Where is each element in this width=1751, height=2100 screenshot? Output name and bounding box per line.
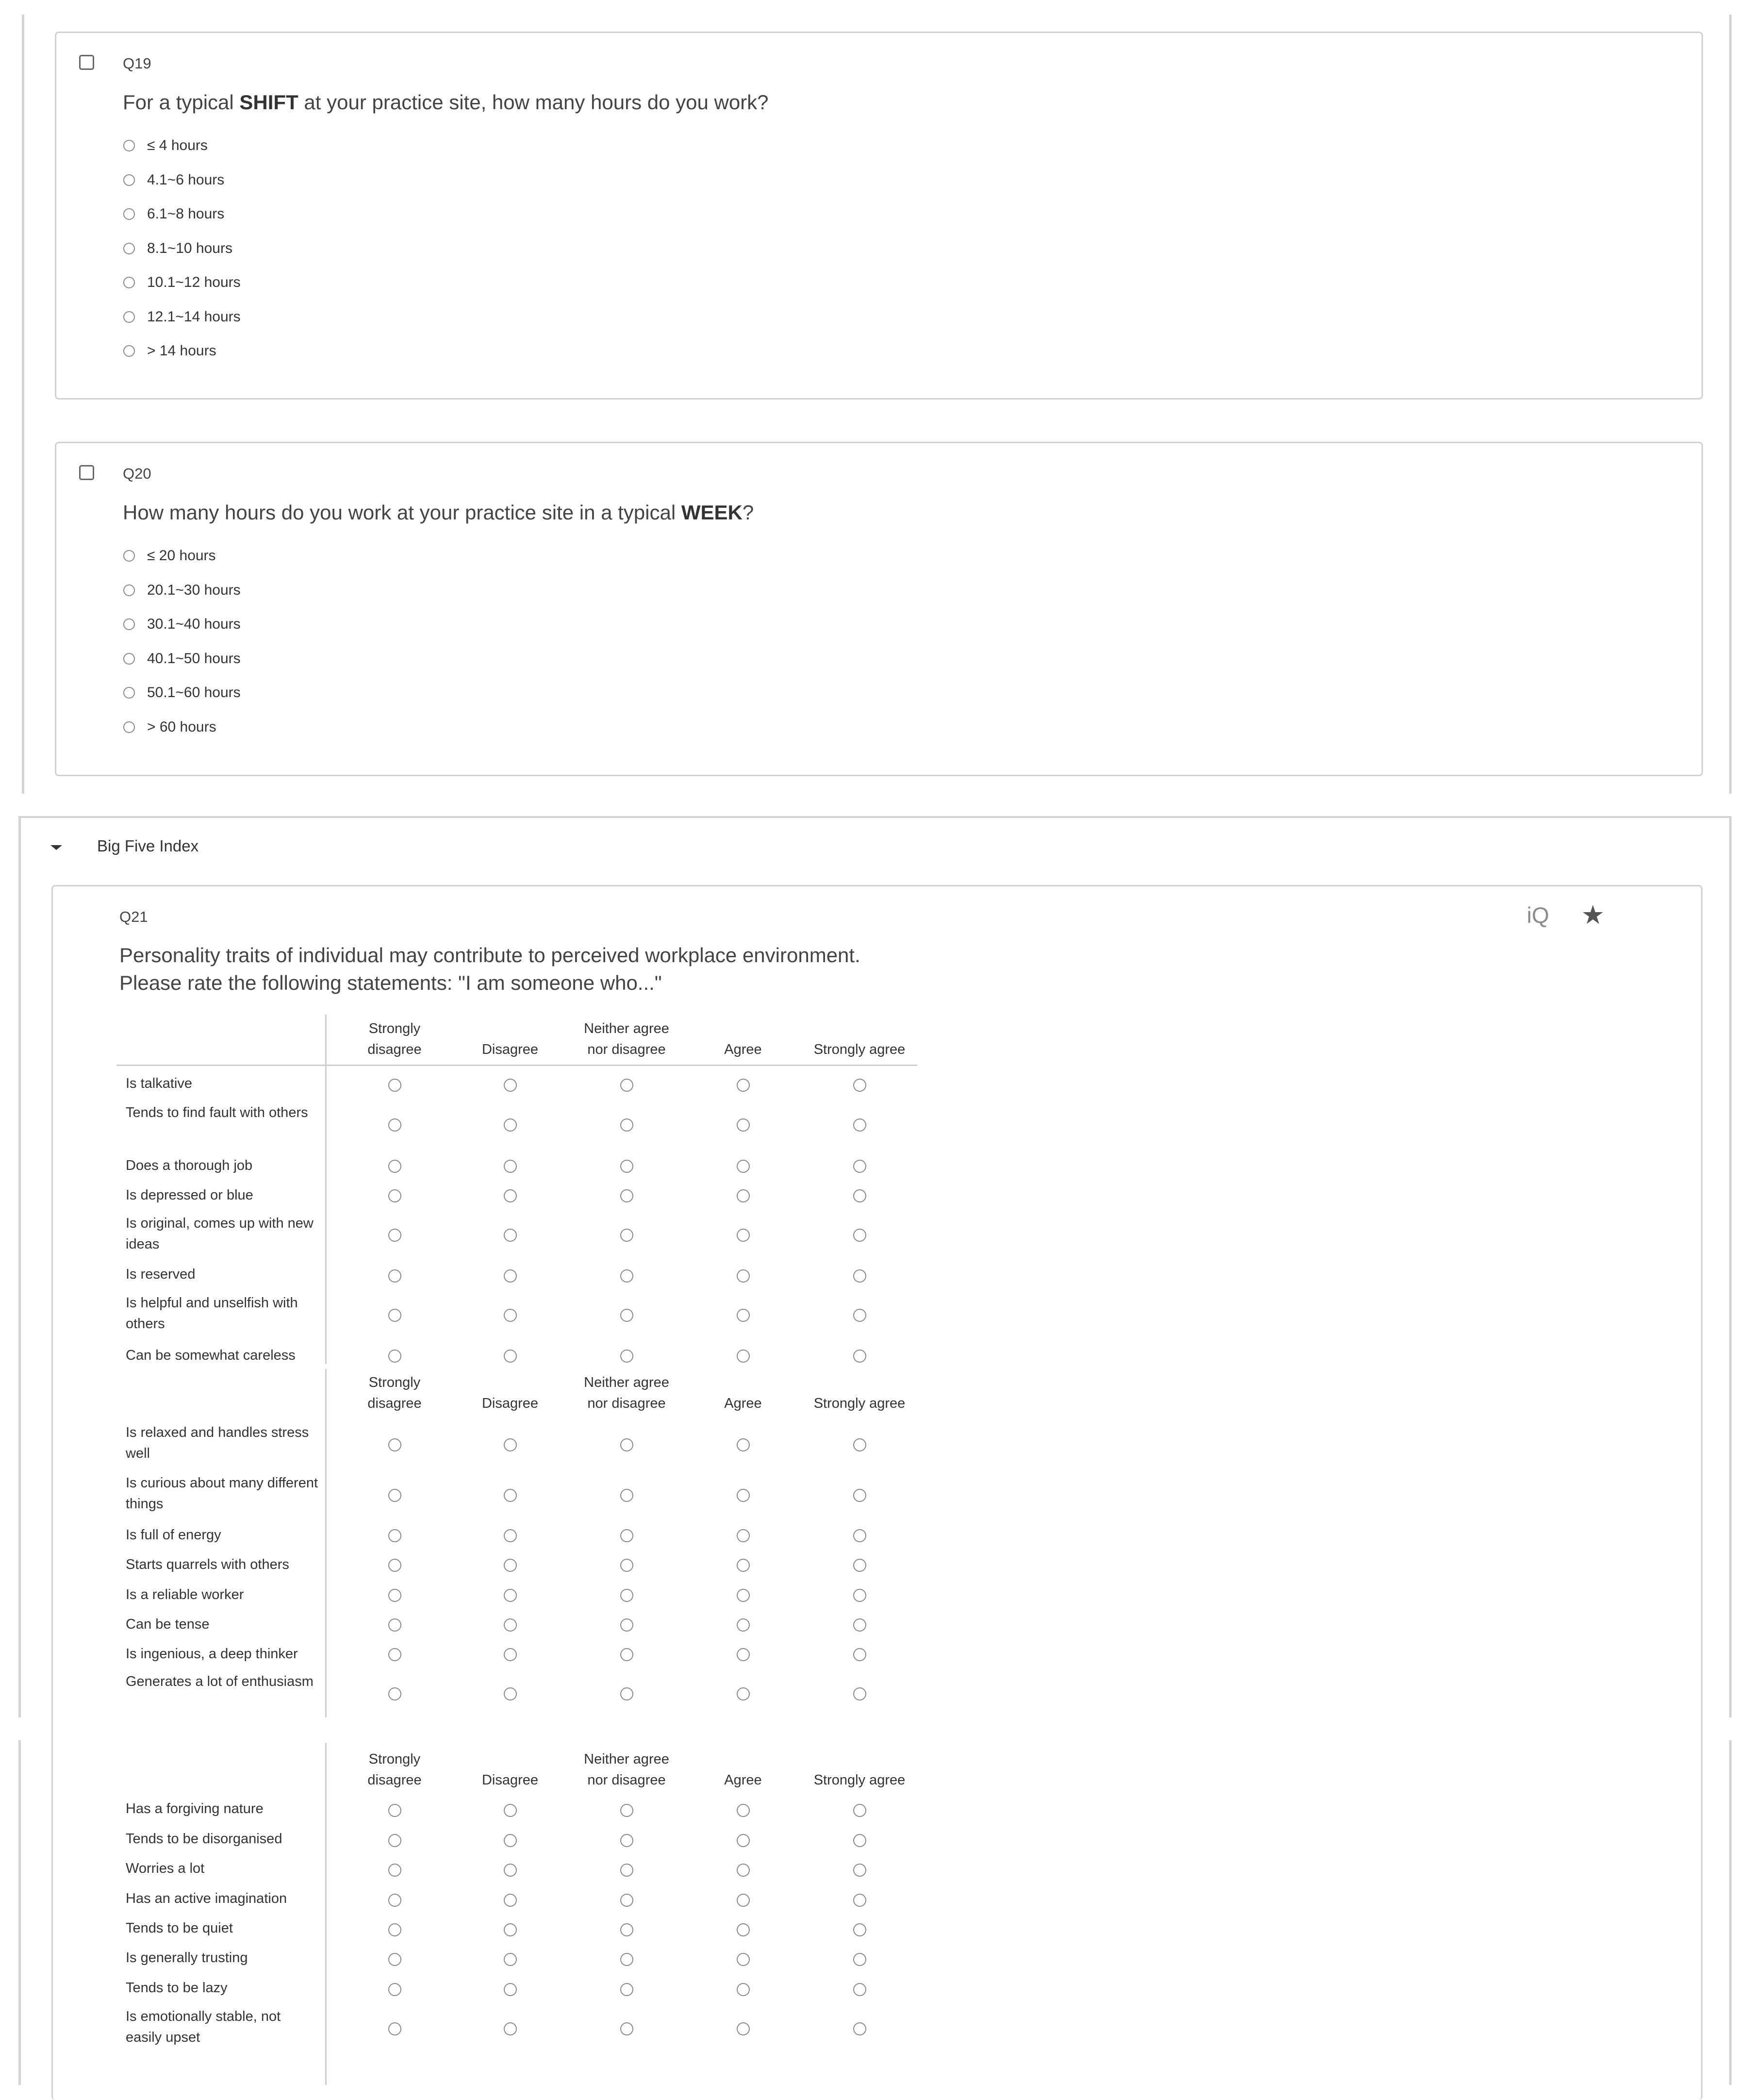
choice-label: 30.1~40 hours [147, 616, 241, 632]
question-text-part: For a typical [123, 91, 240, 114]
scale-header-line: Strongly [368, 1375, 421, 1390]
matrix-statement: Is full of energy [126, 1527, 221, 1543]
scale-header [792, 1372, 927, 1414]
matrix-radio-button[interactable] [388, 1687, 401, 1700]
radio-button[interactable] [123, 618, 135, 630]
matrix-radio-button[interactable] [620, 1618, 633, 1632]
matrix-radio-button[interactable] [853, 1923, 866, 1936]
matrix-radio-button[interactable] [737, 1894, 750, 1907]
matrix-radio-button[interactable] [504, 1894, 517, 1907]
scale-header-line: Agree [724, 1042, 762, 1057]
matrix-radio-button[interactable] [504, 1350, 517, 1363]
radio-button[interactable] [123, 277, 135, 288]
matrix-radio-button[interactable] [504, 1189, 517, 1202]
choice-label: 4.1~6 hours [147, 171, 225, 188]
scale-header [675, 1372, 811, 1414]
matrix-statement: Tends to be disorganised [126, 1831, 282, 1847]
choice-label: 12.1~14 hours [147, 308, 241, 325]
matrix-radio-button[interactable] [620, 1864, 633, 1877]
scale-header-line: disagree [367, 1042, 422, 1057]
matrix-statement: Has an active imagination [126, 1891, 287, 1906]
question-text [123, 88, 769, 117]
star-icon[interactable]: ★ [1581, 900, 1605, 930]
choice-option[interactable] [123, 615, 241, 634]
choice-option[interactable] [123, 136, 208, 155]
matrix-radio-button[interactable] [737, 1350, 750, 1363]
matrix-statement: Is ingenious, a deep thinker [126, 1646, 298, 1662]
matrix-radio-button[interactable] [504, 1529, 517, 1542]
matrix-radio-button[interactable] [737, 1118, 750, 1132]
matrix-statement: Has a forgiving nature [126, 1801, 264, 1817]
matrix-statement: Tends to be lazy [126, 1980, 228, 1996]
page-edge-right [1729, 15, 1732, 794]
choice-label: > 60 hours [147, 718, 216, 735]
matrix-radio-button[interactable] [620, 1189, 633, 1202]
matrix-radio-button[interactable] [388, 1309, 401, 1322]
radio-button[interactable] [123, 208, 135, 220]
radio-button[interactable] [123, 311, 135, 323]
matrix-radio-button[interactable] [737, 1559, 750, 1572]
matrix-radio-button[interactable] [737, 1953, 750, 1966]
matrix-radio-button[interactable] [853, 1559, 866, 1572]
matrix-radio-button[interactable] [504, 1438, 517, 1451]
matrix-radio-button[interactable] [737, 1229, 750, 1242]
scale-header-line [442, 1749, 578, 1770]
choice-label: 20.1~30 hours [147, 582, 241, 598]
scale-header-line: disagree [367, 1772, 422, 1788]
scale-header [675, 1749, 811, 1791]
matrix-radio-button[interactable] [853, 1983, 866, 1996]
scale-header-line [675, 1018, 811, 1039]
matrix-radio-button[interactable] [620, 1350, 633, 1363]
choice-option[interactable] [123, 717, 216, 737]
scale-header-line: Strongly agree [813, 1396, 906, 1411]
scale-header-line: nor disagree [587, 1396, 666, 1411]
scale-header-line: Disagree [481, 1042, 539, 1057]
radio-button[interactable] [123, 140, 135, 151]
matrix-divider [325, 1743, 327, 2085]
matrix-radio-button[interactable] [853, 1309, 866, 1322]
matrix-radio-button[interactable] [853, 1189, 866, 1202]
matrix-statement: Does a thorough job [126, 1158, 253, 1173]
matrix-radio-button[interactable] [737, 1589, 750, 1602]
question-select-checkbox[interactable] [79, 465, 94, 480]
matrix-radio-button[interactable] [388, 1589, 401, 1602]
iq-icon[interactable]: iQ [1527, 902, 1549, 928]
matrix-radio-button[interactable] [388, 1529, 401, 1542]
matrix-radio-button[interactable] [504, 1079, 517, 1092]
matrix-radio-button[interactable] [737, 1309, 750, 1322]
matrix-statement: Can be somewhat careless [126, 1348, 296, 1363]
scale-header-line [675, 1372, 811, 1393]
matrix-radio-button[interactable] [504, 1489, 517, 1502]
question-number: Q19 [123, 55, 151, 72]
page-edge-left-3 [18, 1740, 21, 2085]
matrix-radio-button[interactable] [853, 1269, 866, 1283]
scale-header-line [792, 1749, 927, 1770]
choice-label: ≤ 20 hours [147, 548, 216, 564]
matrix-radio-button[interactable] [504, 1118, 517, 1132]
matrix-radio-button[interactable] [853, 1350, 866, 1363]
matrix-statement: Tends to find fault with others [126, 1105, 308, 1120]
matrix-statement: Is emotionally stable, not easily upset [126, 2009, 281, 2045]
scale-header-line: Neither agree [584, 1021, 669, 1036]
matrix-radio-button[interactable] [853, 1894, 866, 1907]
question-text-part: ? [742, 501, 754, 524]
matrix-radio-button[interactable] [504, 1953, 517, 1966]
matrix-statement: Tends to be quiet [126, 1920, 233, 1936]
matrix-statement: Is helpful and unselfish with others [126, 1295, 298, 1332]
question-text-emphasis: SHIFT [239, 91, 298, 114]
matrix-radio-button[interactable] [620, 2022, 633, 2035]
question-text-line1: Personality traits of individual may contribute to perceived workplace environment. [119, 944, 860, 967]
matrix-statement: Is talkative [126, 1076, 192, 1091]
matrix-radio-button[interactable] [737, 1529, 750, 1542]
question-number: Q21 [119, 908, 148, 925]
page-edge-left [22, 15, 24, 794]
matrix-radio-button[interactable] [737, 1983, 750, 1996]
matrix-radio-button[interactable] [388, 1804, 401, 1817]
matrix-radio-button[interactable] [620, 1953, 633, 1966]
radio-button[interactable] [123, 174, 135, 186]
matrix-radio-button[interactable] [388, 1559, 401, 1572]
scale-header-line: Neither agree [584, 1751, 669, 1767]
question-text-line2: Please rate the following statements: "I am someone who..." [119, 971, 662, 994]
choice-option[interactable] [123, 546, 216, 566]
matrix-radio-button[interactable] [737, 1687, 750, 1700]
page-edge-right-2 [1729, 817, 1732, 1717]
question-card-q19 [55, 32, 1703, 400]
matrix-statement: Generates a lot of enthusiasm [126, 1674, 314, 1689]
choice-option[interactable] [123, 204, 224, 224]
choice-option[interactable] [123, 341, 216, 361]
choice-label: ≤ 4 hours [147, 137, 208, 153]
matrix-radio-button[interactable] [737, 1079, 750, 1092]
matrix-radio-button[interactable] [388, 1079, 401, 1092]
matrix-statement: Is curious about many different things [126, 1475, 318, 1512]
scale-header-line: Disagree [481, 1772, 539, 1788]
radio-button[interactable] [123, 653, 135, 665]
choice-label: 6.1~8 hours [147, 206, 225, 222]
matrix-radio-button[interactable] [388, 1864, 401, 1877]
matrix-statement: Is generally trusting [126, 1950, 248, 1966]
matrix-radio-button[interactable] [737, 1648, 750, 1661]
matrix-radio-button[interactable] [620, 1489, 633, 1502]
page-edge-right-3 [1729, 1740, 1732, 2085]
matrix-radio-button[interactable] [853, 1864, 866, 1877]
scale-header [675, 1018, 811, 1060]
scale-header-line [792, 1018, 927, 1039]
caret-down-icon[interactable] [50, 845, 62, 850]
matrix-radio-button[interactable] [853, 1118, 866, 1132]
radio-button[interactable] [123, 550, 135, 562]
scale-header-line [442, 1372, 578, 1393]
matrix-radio-button[interactable] [388, 1983, 401, 1996]
scale-header-line: Agree [724, 1396, 762, 1411]
matrix-radio-button[interactable] [737, 1923, 750, 1936]
scale-header-line: Disagree [481, 1396, 539, 1411]
matrix-statement: Is relaxed and handles stress well [126, 1425, 309, 1461]
radio-button[interactable] [123, 721, 135, 733]
matrix-radio-button[interactable] [620, 1804, 633, 1817]
matrix-radio-button[interactable] [853, 1489, 866, 1502]
matrix-statement: Starts quarrels with others [126, 1557, 289, 1572]
choice-option[interactable] [123, 683, 241, 702]
matrix-statement: Is original, comes up with new ideas [126, 1216, 314, 1252]
matrix-radio-button[interactable] [737, 1489, 750, 1502]
choice-option[interactable] [123, 307, 241, 327]
matrix-radio-button[interactable] [737, 1438, 750, 1451]
matrix-radio-button[interactable] [620, 1923, 633, 1936]
matrix-radio-button[interactable] [620, 1438, 633, 1451]
matrix-radio-button[interactable] [388, 1438, 401, 1451]
matrix-radio-button[interactable] [504, 1923, 517, 1936]
matrix-radio-button[interactable] [620, 1834, 633, 1847]
matrix-radio-button[interactable] [504, 1229, 517, 1242]
matrix-radio-button[interactable] [620, 1589, 633, 1602]
matrix-statement: Is depressed or blue [126, 1187, 253, 1203]
matrix-radio-button[interactable] [504, 1589, 517, 1602]
scale-header-line [442, 1018, 578, 1039]
matrix-radio-button[interactable] [388, 1118, 401, 1132]
matrix-radio-button[interactable] [853, 1438, 866, 1451]
matrix-radio-button[interactable] [504, 1687, 517, 1700]
choice-label: > 14 hours [147, 343, 216, 359]
matrix-radio-button[interactable] [620, 1309, 633, 1322]
matrix-header-rule [116, 1065, 917, 1066]
matrix-radio-button[interactable] [388, 1489, 401, 1502]
matrix-radio-button[interactable] [620, 1079, 633, 1092]
scale-header-line: disagree [367, 1396, 422, 1411]
matrix-radio-button[interactable] [737, 1804, 750, 1817]
matrix-radio-button[interactable] [853, 1648, 866, 1661]
choice-label: 8.1~10 hours [147, 240, 232, 256]
matrix-radio-button[interactable] [504, 1834, 517, 1847]
matrix-radio-button[interactable] [388, 1189, 401, 1202]
scale-header [442, 1372, 578, 1414]
matrix-radio-button[interactable] [504, 1269, 517, 1283]
block-top-border [18, 816, 1732, 818]
matrix-radio-button[interactable] [504, 1559, 517, 1572]
matrix-radio-button[interactable] [388, 1894, 401, 1907]
matrix-divider [325, 1369, 327, 1717]
matrix-radio-button[interactable] [388, 1834, 401, 1847]
matrix-radio-button[interactable] [620, 1529, 633, 1542]
block-title: Big Five Index [97, 837, 199, 855]
scale-header [792, 1018, 927, 1060]
scale-header-line: Strongly [368, 1751, 421, 1767]
matrix-radio-button[interactable] [620, 1160, 633, 1173]
matrix-radio-button[interactable] [388, 2022, 401, 2035]
matrix-radio-button[interactable] [504, 1864, 517, 1877]
question-card-q20 [55, 442, 1703, 776]
scale-header-line: nor disagree [587, 1042, 666, 1057]
matrix-radio-button[interactable] [504, 1804, 517, 1817]
matrix-radio-button[interactable] [388, 1648, 401, 1661]
matrix-radio-button[interactable] [853, 1618, 866, 1632]
choice-label: 50.1~60 hours [147, 684, 241, 700]
matrix-radio-button[interactable] [737, 1834, 750, 1847]
matrix-statement: Worries a lot [126, 1861, 205, 1876]
matrix-radio-button[interactable] [737, 1864, 750, 1877]
matrix-radio-button[interactable] [853, 1687, 866, 1700]
matrix-radio-button[interactable] [853, 2022, 866, 2035]
matrix-radio-button[interactable] [737, 1160, 750, 1173]
question-text-part: How many hours do you work at your practice site in a typical [123, 501, 681, 524]
matrix-radio-button[interactable] [504, 1983, 517, 1996]
scale-header-line: Strongly [368, 1021, 421, 1036]
matrix-radio-button[interactable] [737, 1189, 750, 1202]
choice-option[interactable] [123, 239, 232, 258]
matrix-radio-button[interactable] [504, 1648, 517, 1661]
matrix-radio-button[interactable] [388, 1618, 401, 1632]
choice-option[interactable] [123, 273, 241, 292]
scale-header [559, 1018, 694, 1060]
scale-header [559, 1749, 694, 1791]
question-text [123, 499, 754, 527]
choice-label: 40.1~50 hours [147, 650, 241, 667]
matrix-radio-button[interactable] [388, 1229, 401, 1242]
radio-button[interactable] [123, 687, 135, 699]
radio-button[interactable] [123, 584, 135, 596]
scale-header-line [675, 1749, 811, 1770]
matrix-radio-button[interactable] [620, 1269, 633, 1283]
matrix-radio-button[interactable] [388, 1350, 401, 1363]
page-edge-left-2 [18, 817, 21, 1717]
matrix-radio-button[interactable] [853, 1953, 866, 1966]
matrix-radio-button[interactable] [620, 1648, 633, 1661]
matrix-radio-button[interactable] [853, 1079, 866, 1092]
matrix-radio-button[interactable] [620, 1559, 633, 1572]
scale-header-line: Strongly agree [813, 1042, 906, 1057]
matrix-radio-button[interactable] [853, 1529, 866, 1542]
matrix-radio-button[interactable] [620, 1687, 633, 1700]
choice-label: 10.1~12 hours [147, 274, 241, 290]
matrix-statement: Can be tense [126, 1617, 210, 1632]
choice-option[interactable] [123, 170, 224, 190]
matrix-radio-button[interactable] [853, 1160, 866, 1173]
scale-header-line [792, 1372, 927, 1393]
matrix-radio-button[interactable] [504, 1160, 517, 1173]
matrix-radio-button[interactable] [504, 1618, 517, 1632]
scale-header [792, 1749, 927, 1791]
scale-header [442, 1018, 578, 1060]
radio-button[interactable] [123, 345, 135, 357]
matrix-radio-button[interactable] [853, 1834, 866, 1847]
matrix-radio-button[interactable] [504, 1309, 517, 1322]
choice-option[interactable] [123, 649, 241, 668]
matrix-radio-button[interactable] [620, 1983, 633, 1996]
choice-option[interactable] [123, 581, 241, 600]
matrix-radio-button[interactable] [388, 1953, 401, 1966]
matrix-radio-button[interactable] [388, 1269, 401, 1283]
question-text-part: at your practice site, how many hours do you work? [298, 91, 769, 114]
matrix-radio-button[interactable] [737, 1269, 750, 1283]
matrix-divider [325, 1015, 327, 1364]
matrix-radio-button[interactable] [620, 1229, 633, 1242]
matrix-radio-button[interactable] [737, 2022, 750, 2035]
matrix-radio-button[interactable] [853, 1229, 866, 1242]
scale-header-line: Agree [724, 1772, 762, 1788]
question-text-emphasis: WEEK [681, 501, 743, 524]
scale-header-line: nor disagree [587, 1772, 666, 1788]
scale-header-line: Neither agree [584, 1375, 669, 1390]
scale-header [442, 1749, 578, 1791]
matrix-radio-button[interactable] [853, 1589, 866, 1602]
matrix-radio-button[interactable] [388, 1923, 401, 1936]
matrix-statement: Is reserved [126, 1267, 196, 1282]
matrix-radio-button[interactable] [388, 1160, 401, 1173]
question-number: Q20 [123, 465, 151, 482]
matrix-radio-button[interactable] [620, 1118, 633, 1132]
radio-button[interactable] [123, 243, 135, 254]
matrix-radio-button[interactable] [504, 2022, 517, 2035]
scale-header-line: Strongly agree [813, 1772, 906, 1788]
matrix-radio-button[interactable] [737, 1618, 750, 1632]
matrix-statement: Is a reliable worker [126, 1587, 244, 1602]
matrix-radio-button[interactable] [853, 1804, 866, 1817]
question-select-checkbox[interactable] [79, 55, 94, 70]
matrix-radio-button[interactable] [620, 1894, 633, 1907]
scale-header [559, 1372, 694, 1414]
